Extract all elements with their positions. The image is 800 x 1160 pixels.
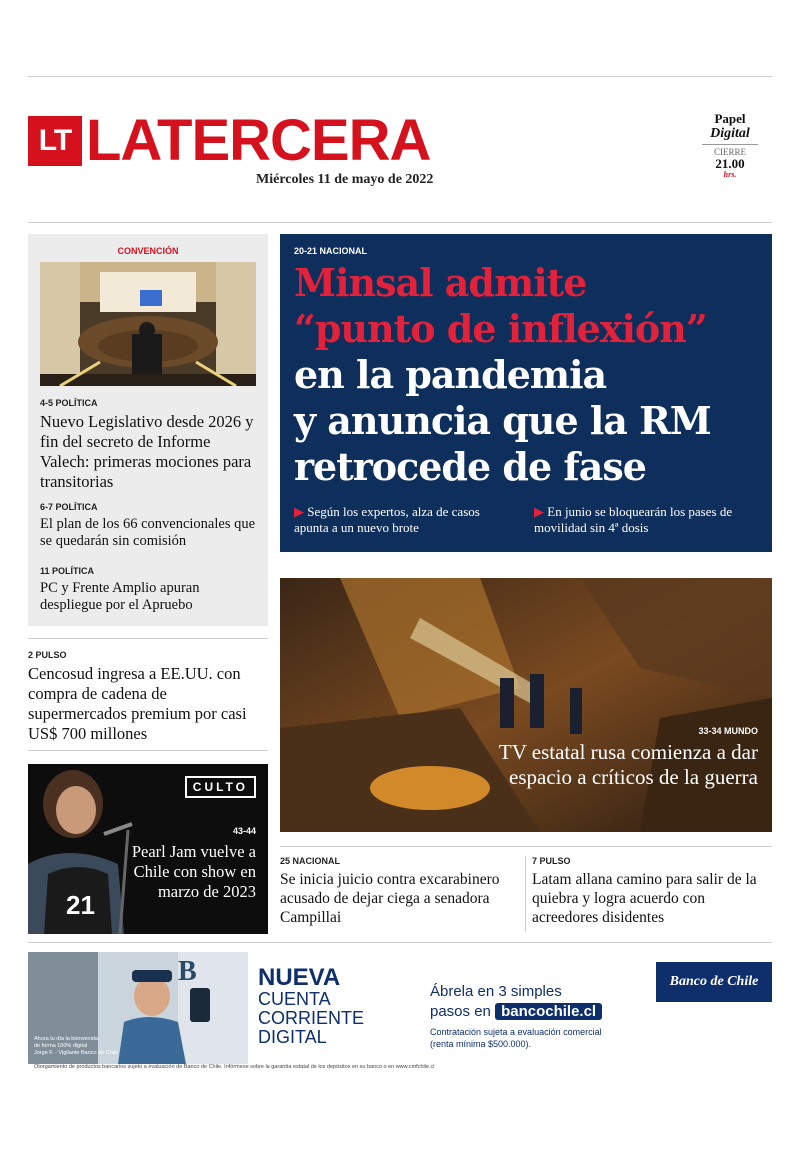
top-rule xyxy=(28,76,772,77)
bottom-rule xyxy=(280,846,772,847)
ad-line3: CORRIENTE xyxy=(258,1008,365,1028)
headline-white-line3: retrocede de fase xyxy=(294,444,646,489)
story-tv-rusa[interactable] xyxy=(280,578,772,832)
ad-url-button[interactable]: bancochile.cl xyxy=(495,1003,602,1020)
headline: Latam allana camino para salir de la quiebra y logra acuerdo con acreedores disidentes xyxy=(532,871,757,926)
section-label: 11 POLÍTICA xyxy=(40,566,95,576)
left-rule-2 xyxy=(28,750,268,751)
banco-chile-logo[interactable]: Banco de Chile xyxy=(656,962,772,1002)
bullet-2-text: En junio se bloquearán los pases de movilidad sin 4ª dosis xyxy=(534,504,733,535)
headline: Nuevo Legislativo desde 2026 y fin del secreto de Informe Valech: primeras mociones para transitorias xyxy=(40,412,254,491)
edition-line5: hrs. xyxy=(723,170,737,179)
bullet-1 xyxy=(294,504,514,536)
section-label: 33-34 MUNDO xyxy=(698,726,758,736)
headline-white-line1: en la pandemia xyxy=(294,352,607,397)
section-label: 20-21 NACIONAL xyxy=(294,246,368,256)
edition-line2: Digital xyxy=(702,126,758,145)
culto-badge: CULTO xyxy=(185,776,256,798)
story-pc-frente-amplio[interactable] xyxy=(40,566,260,614)
edition-line3: CIERRE xyxy=(713,147,746,157)
story-latam[interactable] xyxy=(532,856,772,927)
lt-logo-mark[interactable]: LT xyxy=(28,116,82,166)
ad-terms2: (renta mínima $500.000). xyxy=(430,1039,532,1049)
section-label: 2 PULSO xyxy=(28,650,67,660)
svg-text:21: 21 xyxy=(66,890,95,920)
lead-headline xyxy=(294,260,764,490)
story-campillai[interactable] xyxy=(280,856,518,927)
section-label: 4-5 POLÍTICA xyxy=(40,398,98,408)
bullet-2 xyxy=(534,504,754,536)
photo-caption-line3: Jorge F. - Vigilante Banco de Chile xyxy=(34,1050,119,1056)
photo-caption-line2: de forma 100% digital xyxy=(34,1043,88,1049)
ad-line4: DIGITAL xyxy=(258,1027,327,1047)
headline: Se inicia juicio contra excarabinero acusado de dejar ciega a senadora Campillai xyxy=(280,871,500,926)
section-label: 43-44 xyxy=(232,826,256,836)
masthead xyxy=(28,108,772,202)
left-rule-1 xyxy=(28,638,268,639)
ad-rule xyxy=(28,942,772,943)
ad-nueva: NUEVA xyxy=(258,964,341,991)
ad-disclaimer: Otorgamiento de productos bancarios sujeto a evaluación de Banco de Chile. Infórmese sobre la garantía estatal de los depósitos en su banco o en www.cmfchile.cl xyxy=(34,1064,435,1070)
culto-pearl-jam-story[interactable] xyxy=(28,764,268,934)
headline: El plan de los 66 convencionales que se quedarán sin comisión xyxy=(40,516,256,549)
section-label: 25 NACIONAL xyxy=(280,856,341,866)
headline-white-line2: y anuncia que la RM xyxy=(294,398,711,443)
story-nuevo-legislativo[interactable] xyxy=(40,398,260,492)
edition-box xyxy=(702,112,758,179)
story-cencosud[interactable] xyxy=(28,650,268,744)
ad-terms1: Contratación sujeta a evaluación comercial xyxy=(430,1027,602,1037)
triangle-bullet-icon: ▶ xyxy=(294,504,304,519)
ad-pasos: pasos en xyxy=(430,1003,491,1020)
ad-title xyxy=(258,966,364,1047)
headline-red-line2: “punto de inflexión” xyxy=(294,306,707,351)
svg-text:B: B xyxy=(178,956,197,987)
convencion-kicker: CONVENCIÓN xyxy=(117,246,179,256)
ad-cta xyxy=(430,982,602,1050)
bullet-1-text: Según los expertos, alza de casos apunta a un nuevo brote xyxy=(294,504,480,535)
ad-abrela: Ábrela en 3 simples xyxy=(430,983,562,1000)
column-divider xyxy=(525,856,526,932)
section-label: 7 PULSO xyxy=(532,856,571,866)
convention-chamber-photo[interactable] xyxy=(40,262,256,386)
ad-line2: CUENTA xyxy=(258,989,331,1009)
headline: PC y Frente Amplio apuran despliegue por el Apruebo xyxy=(40,580,200,613)
lead-story-minsal[interactable] xyxy=(280,234,772,552)
story-66-convencionales[interactable] xyxy=(40,502,264,550)
brand-logo[interactable]: LATERCERA xyxy=(86,108,431,173)
edition-line1: Papel xyxy=(714,111,746,126)
edition-date: Miércoles 11 de mayo de 2022 xyxy=(256,172,434,187)
headline: Cencosud ingresa a EE.UU. con compra de cadena de supermercados premium por casi US$ 700 millones xyxy=(28,664,247,743)
headline: TV estatal rusa comienza a dar espacio a críticos de la guerra xyxy=(498,740,758,789)
headline: Pearl Jam vuelve a Chile con show en marzo de 2023 xyxy=(131,842,256,901)
headline-red-line1: Minsal admite xyxy=(294,260,587,305)
photo-caption xyxy=(34,1036,144,1057)
banco-chile-ad[interactable] xyxy=(28,952,772,1072)
destroyed-building-photo xyxy=(280,578,772,832)
section-label: 6-7 POLÍTICA xyxy=(40,502,98,512)
photo-caption-line1: Ahora tu día la bienvenida xyxy=(34,1036,98,1042)
edition-line4: 21.00 xyxy=(715,156,745,171)
triangle-bullet-icon: ▶ xyxy=(534,504,544,519)
masthead-rule xyxy=(28,222,772,223)
